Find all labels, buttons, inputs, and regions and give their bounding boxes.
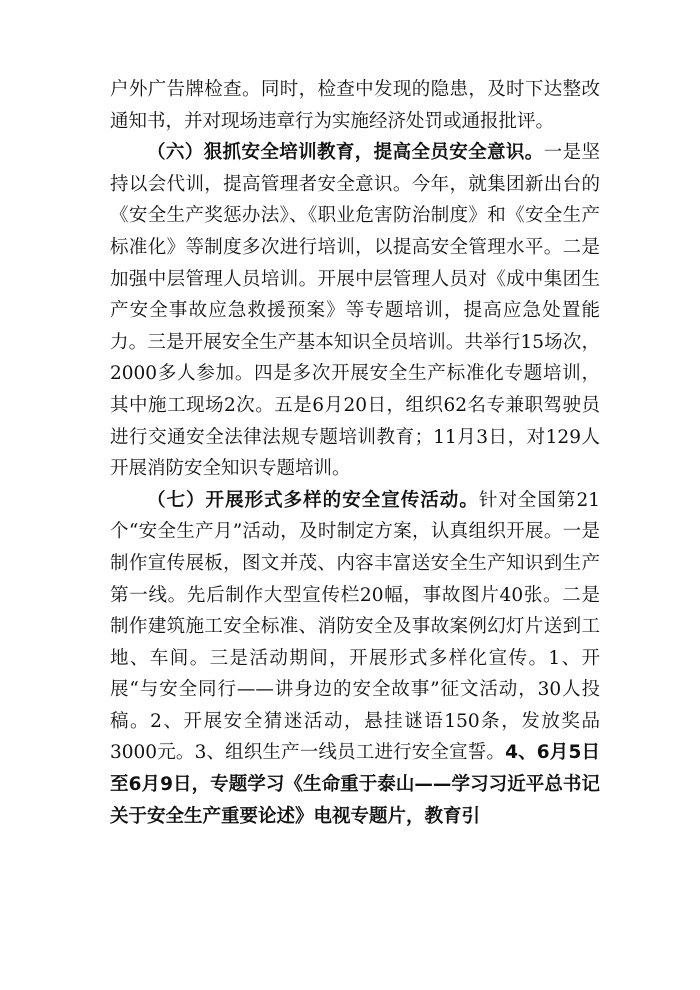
paragraph-3: [110, 485, 600, 833]
section-7-body: 针对全国第21个“安全生产月”活动，及时制定方案，认真组织开展。一是制作宣传展板，图文并茂、内容丰富送安全生产知识到生产第一线。先后制作大型宣传栏20幅，事故图片40张。二是制作建筑施工安全标准、消防安全及事故案例幻灯片送到工地、车间。三是活动期间，开展形式多样化宣传。1、开展“与安全同行——讲身边的安全故事”征文活动，30人投稿。2、开展安全猜迷活动，悬挂谜语150条，发放奖品3000元。3、组织生产一线员工进行安全宣誓。: [110, 489, 600, 764]
paragraph-2: [110, 137, 600, 485]
paragraph-1-text: 户外广告牌检查。同时，检查中发现的隐患，及时下达整改通知书，并对现场违章行为实施经济处罚或通报批评。: [110, 79, 600, 132]
paragraph-1: [110, 74, 600, 137]
document-body: [110, 74, 600, 832]
section-7-heading: （七）开展形式多样的安全宣传活动。: [147, 489, 479, 511]
section-6-heading: （六）狠抓安全培训教育，提高全员安全意识。: [147, 142, 544, 164]
section-7-bold-item: 4、6月5日至6月9日，专题学习《生命重于泰山——学习习近平总书记关于安全生产重要论述》电视专题片，教育引: [110, 742, 600, 827]
section-6-body: 一是坚持以会代训，提高管理者安全意识。今年，就集团新出台的《安全生产奖惩办法》、《职业危害防治制度》和《安全生产标准化》等制度多次进行培训，以提高安全管理水平。二是加强中层管理人员培训。开展中层管理人员对《成中集团生产安全事故应急救援预案》等专题培训，提高应急处置能力。三是开展安全生产基本知识全员培训。共举行15场次，2000多人参加。四是多次开展安全生产标准化专题培训，其中施工现场2次。五是6月20日，组织62名专兼职驾驶员进行交通安全法律法规专题培训教育；11月3日，对129人开展消防安全知识专题培训。: [110, 142, 600, 480]
